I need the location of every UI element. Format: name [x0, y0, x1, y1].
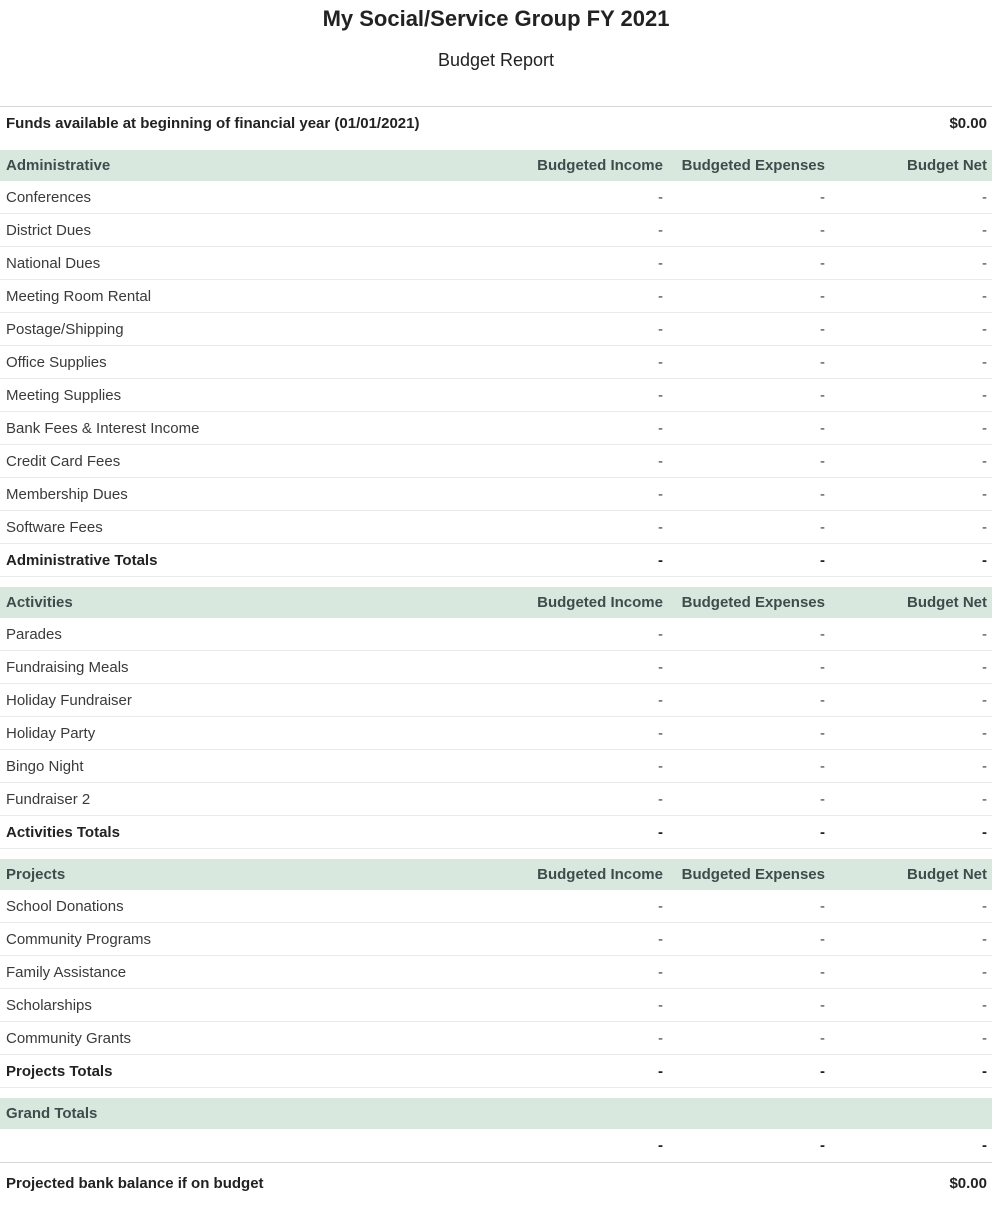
table-row — [0, 181, 992, 214]
table-row — [0, 313, 992, 346]
cell-budgeted-income: - — [658, 1137, 663, 1154]
column-header-budgeted-income: Budgeted Income — [537, 157, 663, 174]
cell-budgeted-expenses: - — [820, 823, 825, 841]
row-label: Bank Fees & Interest Income — [6, 419, 200, 437]
row-label: School Donations — [6, 897, 124, 915]
cell-budgeted-expenses: - — [820, 188, 825, 206]
row-label: Holiday Fundraiser — [6, 691, 132, 709]
opening-balance-label: Funds available at beginning of financial year (01/01/2021) — [6, 115, 420, 132]
section-header-administrative — [0, 150, 992, 181]
row-label: Membership Dues — [6, 485, 128, 503]
cell-budgeted-income: - — [658, 485, 663, 503]
cell-budgeted-expenses: - — [820, 221, 825, 239]
cell-budgeted-income: - — [658, 452, 663, 470]
cell-budget-net: - — [982, 320, 987, 338]
cell-budgeted-income: - — [658, 551, 663, 569]
cell-budgeted-income: - — [658, 823, 663, 841]
row-label: Postage/Shipping — [6, 320, 124, 338]
grand-totals-header — [0, 1098, 992, 1129]
cell-budgeted-expenses: - — [820, 930, 825, 948]
row-label: Parades — [6, 625, 62, 643]
table-row — [0, 956, 992, 989]
cell-budgeted-expenses: - — [820, 353, 825, 371]
cell-budget-net: - — [982, 485, 987, 503]
row-label: Community Grants — [6, 1029, 132, 1047]
cell-budgeted-income: - — [658, 518, 663, 536]
row-label: Family Assistance — [6, 963, 127, 981]
cell-budget-net: - — [982, 1137, 987, 1154]
cell-budgeted-expenses: - — [820, 996, 825, 1014]
table-row — [0, 346, 992, 379]
cell-budget-net: - — [982, 625, 987, 643]
cell-budgeted-expenses: - — [820, 963, 825, 981]
cell-budgeted-income: - — [658, 691, 663, 709]
grand-totals-row — [0, 1129, 992, 1162]
cell-budgeted-income: - — [658, 963, 663, 981]
cell-budget-net: - — [982, 1062, 987, 1080]
cell-budgeted-expenses: - — [820, 551, 825, 569]
cell-budgeted-income: - — [658, 897, 663, 915]
cell-budgeted-expenses: - — [820, 897, 825, 915]
section-title: Projects — [6, 866, 66, 883]
cell-budgeted-expenses: - — [820, 757, 825, 775]
cell-budgeted-expenses: - — [820, 790, 825, 808]
cell-budgeted-income: - — [658, 320, 663, 338]
cell-budgeted-income: - — [658, 287, 663, 305]
table-row — [0, 478, 992, 511]
closing-balance-row — [0, 1162, 992, 1204]
section-totals-row — [0, 544, 992, 577]
cell-budget-net: - — [982, 1029, 987, 1047]
cell-budget-net: - — [982, 996, 987, 1014]
cell-budgeted-expenses: - — [820, 1137, 825, 1154]
column-header-budget-net: Budget Net — [907, 594, 987, 611]
row-label: Meeting Supplies — [6, 386, 122, 404]
cell-budget-net: - — [982, 930, 987, 948]
row-label: Bingo Night — [6, 757, 84, 775]
table-row — [0, 445, 992, 478]
budget-report-page — [0, 6, 992, 1206]
section-header-activities — [0, 587, 992, 618]
closing-balance-label: Projected bank balance if on budget — [6, 1175, 264, 1192]
cell-budgeted-expenses: - — [820, 518, 825, 536]
cell-budgeted-income: - — [658, 790, 663, 808]
table-row — [0, 717, 992, 750]
cell-budget-net: - — [982, 254, 987, 272]
cell-budget-net: - — [982, 757, 987, 775]
row-label: District Dues — [6, 221, 92, 239]
row-label: Fundraising Meals — [6, 658, 129, 676]
row-label: Conferences — [6, 188, 92, 206]
cell-budget-net: - — [982, 188, 987, 206]
section-totals-row — [0, 816, 992, 849]
table-row — [0, 247, 992, 280]
table-row — [0, 280, 992, 313]
row-label: Projects Totals — [6, 1062, 113, 1080]
table-row — [0, 989, 992, 1022]
cell-budget-net: - — [982, 386, 987, 404]
cell-budgeted-expenses: - — [820, 320, 825, 338]
table-row — [0, 651, 992, 684]
row-label: Holiday Party — [6, 724, 96, 742]
section-totals-row — [0, 1055, 992, 1088]
cell-budget-net: - — [982, 691, 987, 709]
section-projects — [0, 859, 992, 1088]
row-label: Fundraiser 2 — [6, 790, 91, 808]
cell-budgeted-income: - — [658, 996, 663, 1014]
table-row — [0, 783, 992, 816]
cell-budgeted-income: - — [658, 221, 663, 239]
table-row — [0, 750, 992, 783]
cell-budgeted-expenses: - — [820, 386, 825, 404]
cell-budget-net: - — [982, 419, 987, 437]
table-row — [0, 1022, 992, 1055]
cell-budgeted-income: - — [658, 625, 663, 643]
cell-budgeted-expenses: - — [820, 724, 825, 742]
cell-budgeted-expenses: - — [820, 287, 825, 305]
cell-budgeted-income: - — [658, 757, 663, 775]
section-header-projects — [0, 859, 992, 890]
table-row — [0, 379, 992, 412]
cell-budget-net: - — [982, 221, 987, 239]
cell-budgeted-expenses: - — [820, 254, 825, 272]
section-title: Activities — [6, 594, 73, 611]
cell-budgeted-income: - — [658, 188, 663, 206]
cell-budgeted-income: - — [658, 724, 663, 742]
cell-budgeted-income: - — [658, 1062, 663, 1080]
cell-budget-net: - — [982, 897, 987, 915]
table-row — [0, 214, 992, 247]
cell-budgeted-income: - — [658, 930, 663, 948]
cell-budget-net: - — [982, 963, 987, 981]
cell-budgeted-expenses: - — [820, 419, 825, 437]
cell-budgeted-income: - — [658, 254, 663, 272]
section-grand-totals — [0, 1098, 992, 1162]
opening-balance-value: $0.00 — [949, 115, 987, 132]
cell-budget-net: - — [982, 790, 987, 808]
cell-budgeted-income: - — [658, 419, 663, 437]
cell-budget-net: - — [982, 518, 987, 536]
row-label: Office Supplies — [6, 353, 107, 371]
column-header-budgeted-expenses: Budgeted Expenses — [681, 594, 825, 611]
row-label: Administrative Totals — [6, 551, 158, 569]
row-label: Scholarships — [6, 996, 92, 1014]
grand-totals-title: Grand Totals — [6, 1105, 98, 1122]
cell-budget-net: - — [982, 823, 987, 841]
cell-budget-net: - — [982, 452, 987, 470]
section-title: Administrative — [6, 157, 111, 174]
cell-budgeted-expenses: - — [820, 658, 825, 676]
cell-budget-net: - — [982, 287, 987, 305]
report-sections — [0, 150, 992, 1088]
cell-budget-net: - — [982, 353, 987, 371]
cell-budgeted-expenses: - — [820, 1062, 825, 1080]
column-header-budget-net: Budget Net — [907, 157, 987, 174]
section-activities — [0, 587, 992, 849]
table-row — [0, 890, 992, 923]
cell-budgeted-expenses: - — [820, 1029, 825, 1047]
opening-balance-row — [0, 106, 992, 140]
table-row — [0, 618, 992, 651]
table-row — [0, 511, 992, 544]
cell-budget-net: - — [982, 658, 987, 676]
row-label: Software Fees — [6, 518, 103, 536]
cell-budgeted-expenses: - — [820, 452, 825, 470]
report-title: My Social/Service Group FY 2021 — [322, 6, 670, 31]
cell-budgeted-income: - — [658, 353, 663, 371]
table-row — [0, 684, 992, 717]
column-header-budgeted-income: Budgeted Income — [537, 866, 663, 883]
row-label: Activities Totals — [6, 823, 120, 841]
table-row — [0, 923, 992, 956]
cell-budgeted-expenses: - — [820, 625, 825, 643]
row-label: Meeting Room Rental — [6, 287, 152, 305]
section-administrative — [0, 150, 992, 577]
column-header-budgeted-income: Budgeted Income — [537, 594, 663, 611]
cell-budgeted-expenses: - — [820, 485, 825, 503]
column-header-budgeted-expenses: Budgeted Expenses — [681, 866, 825, 883]
row-label: Community Programs — [6, 930, 152, 948]
cell-budget-net: - — [982, 551, 987, 569]
cell-budgeted-income: - — [658, 386, 663, 404]
row-label: Credit Card Fees — [6, 452, 121, 470]
column-header-budgeted-expenses: Budgeted Expenses — [681, 157, 825, 174]
cell-budget-net: - — [982, 724, 987, 742]
cell-budgeted-income: - — [658, 658, 663, 676]
row-label: National Dues — [6, 254, 101, 272]
cell-budgeted-expenses: - — [820, 691, 825, 709]
closing-balance-value: $0.00 — [949, 1175, 987, 1192]
report-subtitle: Budget Report — [437, 50, 555, 70]
table-row — [0, 412, 992, 445]
column-header-budget-net: Budget Net — [907, 866, 987, 883]
cell-budgeted-income: - — [658, 1029, 663, 1047]
